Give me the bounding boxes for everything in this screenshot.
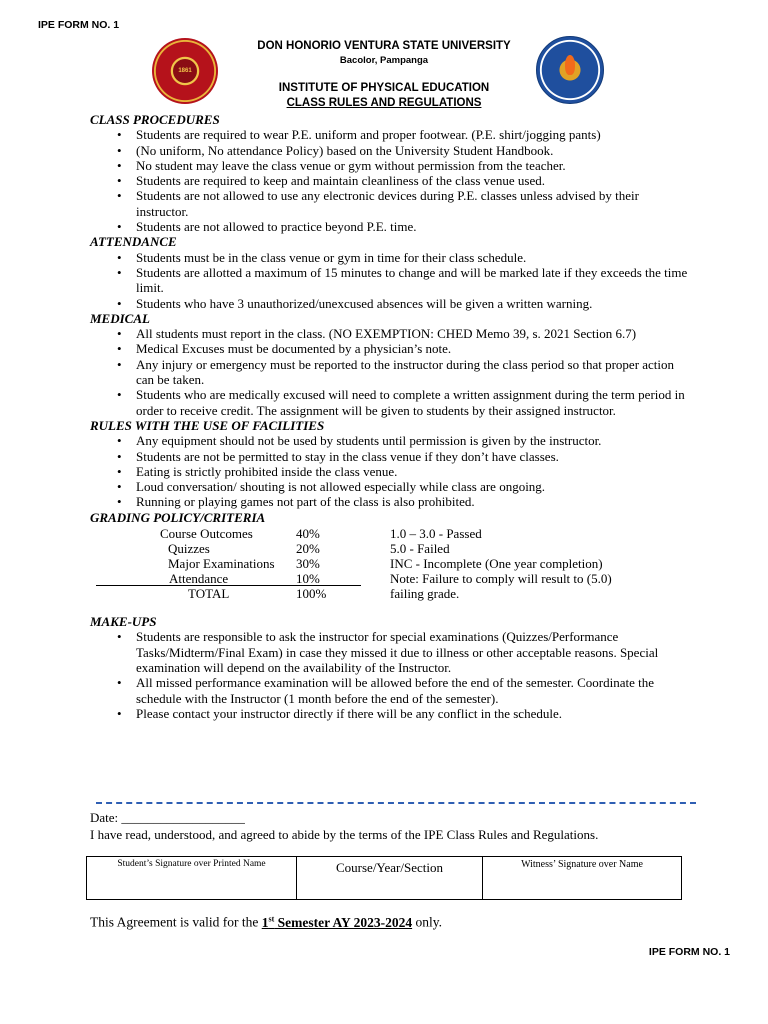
section-attendance bbox=[90, 234, 690, 310]
course-year-section-field[interactable] bbox=[297, 857, 483, 900]
grading-percent: 40% bbox=[296, 526, 320, 542]
grading-percent: 20% bbox=[296, 541, 320, 557]
grading-table bbox=[90, 526, 690, 614]
section-heading: ATTENDANCE bbox=[90, 234, 177, 250]
field-label: Witness’ Signature over Name bbox=[521, 859, 643, 870]
grading-percent: 10% bbox=[296, 571, 320, 587]
field-label: Student’s Signature over Printed Name bbox=[117, 859, 266, 869]
form-number-top: IPE FORM NO. 1 bbox=[38, 19, 120, 31]
grading-percent: 30% bbox=[296, 556, 320, 572]
list-item: • All missed performance examination will be allowed before the end of the semester. Coordinate the schedule with the Instructor (1 month before the end of the semester). bbox=[90, 675, 690, 706]
section-heading: MAKE-UPS bbox=[90, 614, 157, 630]
list-item: • Loud conversation/ shouting is not allowed especially while class are ongoing. bbox=[90, 479, 690, 494]
student-signature-field[interactable] bbox=[87, 857, 297, 900]
grading-row bbox=[90, 586, 690, 601]
list-item: • Students are allotted a maximum of 15 minutes to change and will be marked late if they exceeds the time limit. bbox=[90, 265, 690, 296]
grading-row bbox=[90, 571, 690, 586]
signature-table bbox=[86, 856, 682, 900]
list-item: • Students are not allowed to use any electronic devices during P.E. classes unless advised by their instructor. bbox=[90, 188, 690, 219]
grading-note: failing grade. bbox=[390, 586, 460, 602]
section-grading bbox=[90, 510, 690, 614]
section-heading: RULES WITH THE USE OF FACILITIES bbox=[90, 417, 325, 433]
agreement-statement: I have read, understood, and agreed to abide by the terms of the IPE Class Rules and Regulations. bbox=[90, 827, 599, 842]
section-facilities bbox=[90, 418, 690, 510]
grading-criterion: TOTAL bbox=[188, 586, 230, 602]
list-item: • Students are required to wear P.E. uniform and proper footwear. (P.E. shirt/jogging pants) bbox=[90, 127, 690, 142]
validity-statement: This Agreement is valid for the 1st Semester AY 2023-2024 only. bbox=[90, 914, 442, 930]
list-item: • (No uniform, No attendance Policy) based on the University Student Handbook. bbox=[90, 143, 690, 158]
validity-term: 1st Semester AY 2023-2024 bbox=[261, 914, 413, 930]
grading-note: 1.0 – 3.0 - Passed bbox=[390, 526, 482, 542]
seal-year: 1861 bbox=[178, 68, 192, 74]
grading-row bbox=[90, 556, 690, 571]
list-item: • Students must be in the class venue or gym in time for their class schedule. bbox=[90, 250, 690, 265]
section-heading: CLASS PROCEDURES bbox=[90, 112, 220, 127]
section-medical bbox=[90, 311, 690, 418]
grading-criterion: Quizzes bbox=[168, 541, 210, 557]
date-field[interactable]: Date: ___________________ bbox=[90, 810, 245, 825]
university-name: DON HONORIO VENTURA STATE UNIVERSITY bbox=[257, 40, 511, 52]
grading-criterion: Attendance bbox=[169, 571, 229, 587]
list-item: • Medical Excuses must be documented by a physician’s note. bbox=[90, 341, 690, 356]
witness-signature-field[interactable] bbox=[483, 857, 682, 900]
grading-criterion: Major Examinations bbox=[168, 556, 275, 572]
list-item: • No student may leave the class venue or gym without permission from the teacher. bbox=[90, 158, 690, 173]
form-number-bottom: IPE FORM NO. 1 bbox=[648, 946, 730, 958]
grading-note: INC - Incomplete (One year completion) bbox=[390, 556, 603, 572]
list-item: • Any equipment should not be used by students until permission is given by the instructor. bbox=[90, 433, 690, 448]
institute-name: INSTITUTE OF PHYSICAL EDUCATION bbox=[278, 82, 490, 94]
grading-note: 5.0 - Failed bbox=[390, 541, 450, 557]
list-item: • Students are not be permitted to stay in the class venue if they don’t have classes. bbox=[90, 449, 690, 464]
cut-line bbox=[96, 802, 696, 804]
grading-row bbox=[90, 541, 690, 556]
list-item: • Students are responsible to ask the instructor for special examinations (Quizzes/Performance Tasks/Midterm/Final Exam) in case they missed it due to illness or other acceptable reasons. Special examination will depend on the availability of the Instructor. bbox=[90, 629, 690, 675]
section-makeups bbox=[90, 614, 690, 721]
grading-criterion: Course Outcomes bbox=[160, 526, 253, 542]
section-class-procedures bbox=[90, 112, 690, 234]
field-label: Course/Year/Section bbox=[335, 860, 443, 875]
grading-percent: 100% bbox=[296, 586, 327, 602]
list-item: • Eating is strictly prohibited inside the class venue. bbox=[90, 464, 690, 479]
rules-body bbox=[90, 112, 690, 721]
section-heading: MEDICAL bbox=[90, 310, 150, 326]
list-item: • Students who are medically excused will need to complete a written assignment during the term period in order to receive credit. The assignment will be given to students by their assigned instructor. bbox=[90, 387, 690, 418]
list-item: • Students are required to keep and maintain cleanliness of the class venue used. bbox=[90, 173, 690, 188]
list-item: • Any injury or emergency must be reported to the instructor during the class period so that proper action can be taken. bbox=[90, 357, 690, 388]
list-item: • Students are not allowed to practice beyond P.E. time. bbox=[90, 219, 690, 234]
grading-note: Note: Failure to comply will result to (5.0) bbox=[390, 571, 612, 587]
grading-row bbox=[90, 526, 690, 541]
list-item: • Please contact your instructor directly if there will be any conflict in the schedule. bbox=[90, 706, 690, 721]
university-location: Bacolor, Pampanga bbox=[339, 55, 429, 66]
list-item: • Running or playing games not part of the class is also prohibited. bbox=[90, 494, 690, 509]
section-heading: GRADING POLICY/CRITERIA bbox=[90, 509, 266, 525]
list-item: • All students must report in the class. (NO EXEMPTION: CHED Memo 39, s. 2021 Section 6.7) bbox=[90, 326, 690, 341]
page-title: CLASS RULES AND REGULATIONS bbox=[286, 97, 482, 109]
list-item: • Students who have 3 unauthorized/unexcused absences will be given a written warning. bbox=[90, 296, 690, 311]
